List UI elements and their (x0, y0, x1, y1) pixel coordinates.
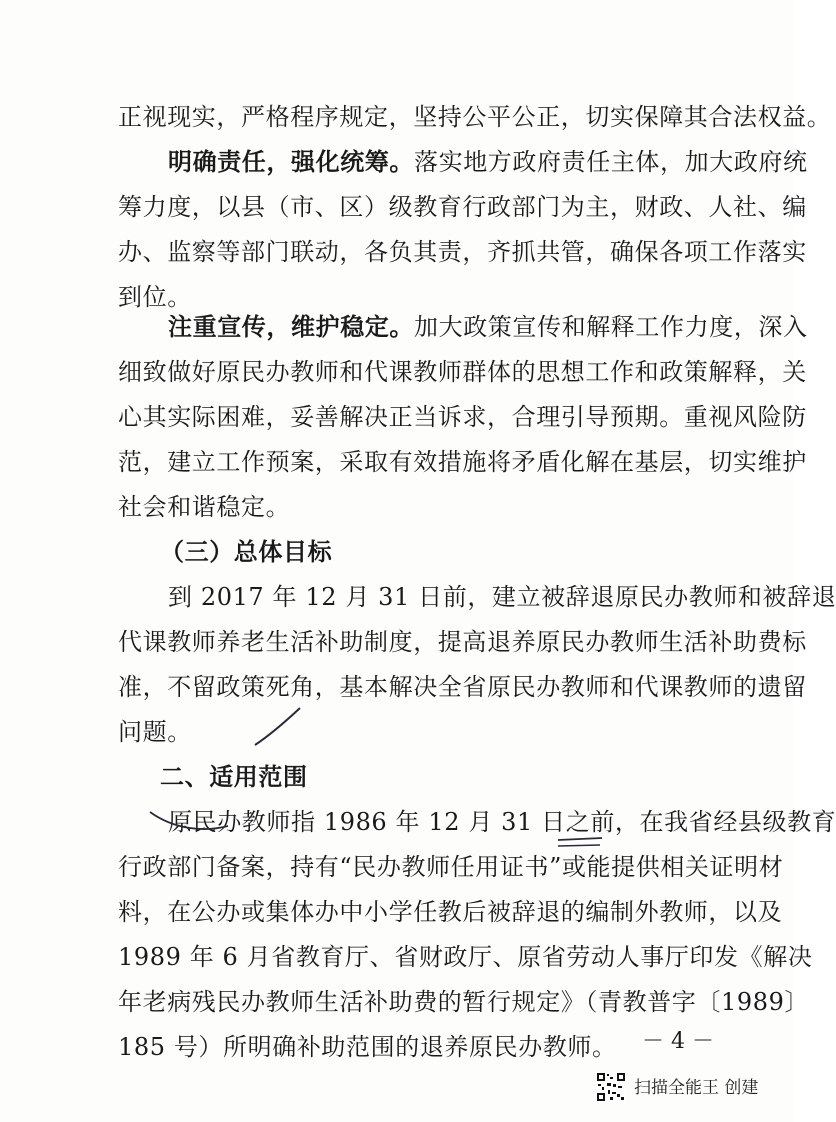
text-line-17: 原民办教师指 1986 年 12 月 31 日之前，在我省经县级教育 (168, 808, 836, 836)
text-line-13: 代课教师养老生活补助制度，提高退养原民办教师生活补助费标 (118, 628, 807, 656)
section-heading-scope: 二、适用范围 (160, 763, 308, 791)
section-heading-goals: （三）总体目标 (160, 538, 333, 566)
text-line-15: 问题。 (118, 718, 192, 746)
text-line-8: 心其实际困难，妥善解决正当诉求，合理引导预期。重视风险防 (118, 403, 807, 431)
paragraph-responsibility-first-line (168, 147, 808, 177)
text-line-12: 到 2017 年 12 月 31 日前，建立被辞退原民办教师和被辞退 (168, 583, 836, 611)
text-line-21: 年老病残民办教师生活补助费的暂行规定》（青教普字〔1989〕 (118, 988, 810, 1016)
text-line-1: 正视现实，严格程序规定，坚持公平公正，切实保障其合法权益。 (118, 103, 832, 131)
page-number: － 4 － (642, 1029, 714, 1054)
paragraph-text-responsibility: 落实地方政府责任主体，加大政府统 (414, 148, 808, 176)
watermark-text: 扫描全能王 创建 (634, 1078, 759, 1098)
text-line-18: 行政部门备案，持有“民办教师任用证书”或能提供相关证明材 (118, 853, 784, 881)
text-line-14: 准，不留政策死角，基本解决全省原民办教师和代课教师的遗留 (118, 673, 807, 701)
qr-code-icon (596, 1072, 626, 1102)
text-line-20: 1989 年 6 月省教育厅、省财政厅、原省劳动人事厅印发《解决 (118, 943, 813, 971)
text-line-7: 细致做好原民办教师和代课教师群体的思想工作和政策解释，关 (118, 358, 807, 386)
text-line-5: 到位。 (118, 283, 192, 311)
paragraph-lead-responsibility: 明确责任，强化统筹。 (168, 148, 414, 176)
paragraph-lead-publicity: 注重宣传，维护稳定。 (168, 313, 414, 341)
text-line-22: 185 号）所明确补助范围的退养原民办教师。 (118, 1033, 617, 1061)
text-line-4: 办、监察等部门联动，各负其责，齐抓共管，确保各项工作落实 (118, 238, 807, 266)
text-line-19: 料，在公办或集体办中小学任教后被辞退的编制外教师，以及 (118, 898, 783, 926)
text-line-9: 范，建立工作预案，采取有效措施将矛盾化解在基层，切实维护 (118, 448, 807, 476)
paragraph-publicity-first-line (168, 312, 808, 342)
text-line-10: 社会和谐稳定。 (118, 493, 291, 521)
scanner-watermark (596, 1072, 776, 1106)
text-line-3: 筹力度，以县（市、区）级教育行政部门为主，财政、人社、编 (118, 193, 807, 221)
paragraph-text-publicity: 加大政策宣传和解释工作力度，深入 (414, 313, 808, 341)
